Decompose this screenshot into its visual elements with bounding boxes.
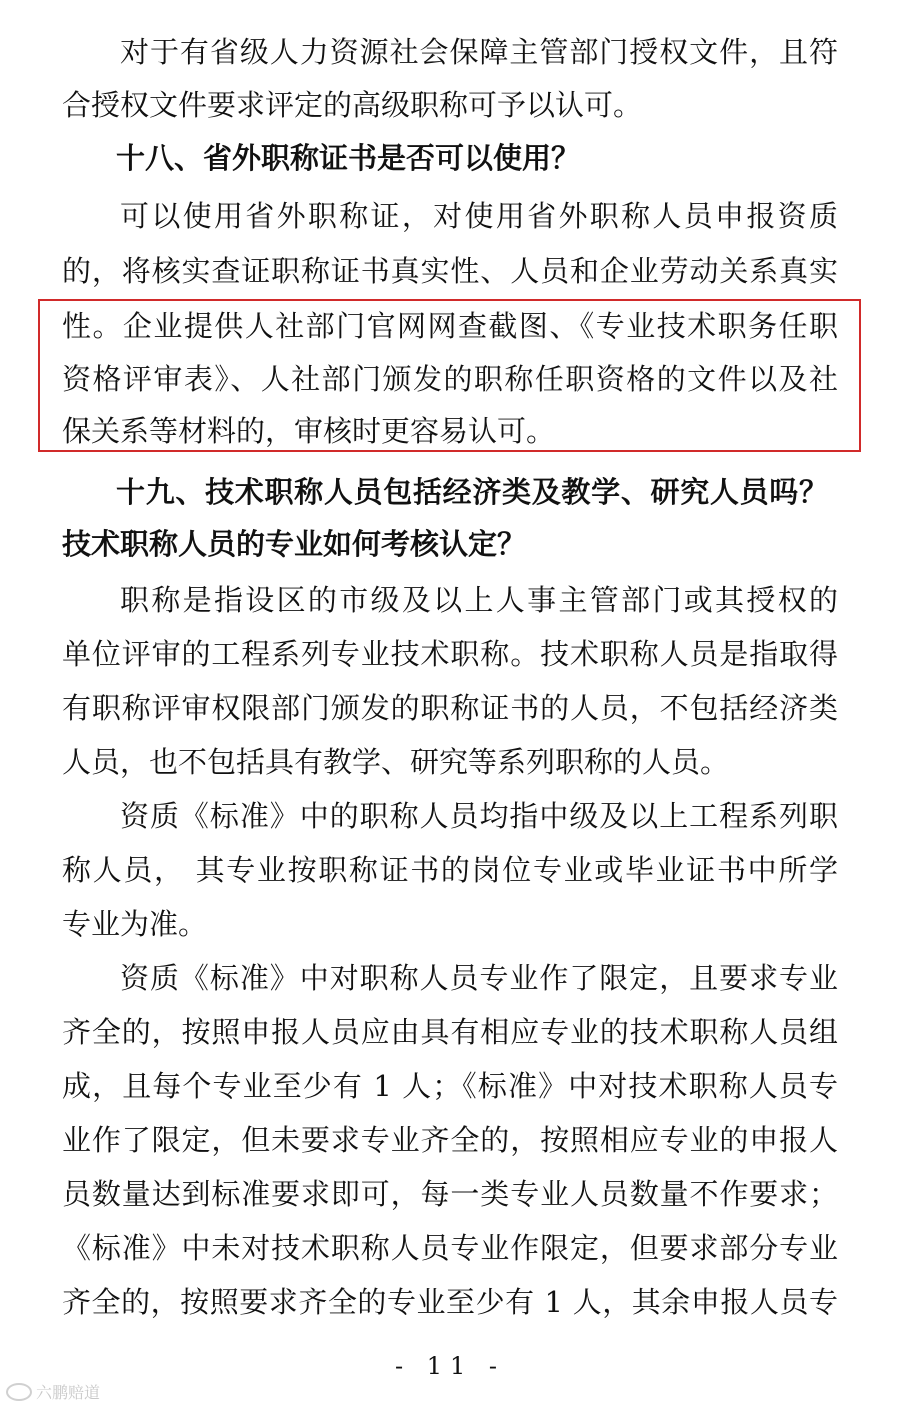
page-number: - 11 - xyxy=(394,1352,505,1380)
highlighted-line: 资格评审表》、人社部门颁发的职称任职资格的文件以及社 xyxy=(62,362,838,396)
section-heading-19-cont: 技术职称人员的专业如何考核认定？ xyxy=(62,527,527,561)
paragraph-line: 专业为准。 xyxy=(62,907,208,941)
paragraph-line: 单位评审的工程系列专业技术职称。技术职称人员是指取得 xyxy=(62,637,838,671)
paragraph-line: 称人员， 其专业按职称证书的岗位专业或毕业证书中所学 xyxy=(62,853,838,887)
highlighted-line: 性。企业提供人社部门官网网查截图、《专业技术职务任职 xyxy=(62,309,838,343)
section-heading-18: 十八、省外职称证书是否可以使用？ xyxy=(116,141,581,175)
section-heading-19: 十九、技术职称人员包括经济类及教学、研究人员吗？ xyxy=(116,475,828,509)
paragraph-line: 可以使用省外职称证，对使用省外职称人员申报资质 xyxy=(120,199,838,233)
paragraph-line: 成，且每个专业至少有 1 人；《标准》中对技术职称人员专 xyxy=(62,1069,838,1103)
paragraph-line: 对于有省级人力资源社会保障主管部门授权文件，且符 xyxy=(120,35,838,69)
paragraph-line: 资质《标准》中的职称人员均指中级及以上工程系列职 xyxy=(120,799,838,833)
watermark-text: 六鹏赔道 xyxy=(36,1383,101,1402)
paragraph-line: 齐全的，按照要求齐全的专业至少有 1 人，其余申报人员专 xyxy=(62,1285,838,1319)
paragraph-line: 《标准》中未对技术职称人员专业作限定，但要求部分专业 xyxy=(62,1231,838,1265)
highlighted-line: 保关系等材料的，审核时更容易认可。 xyxy=(62,414,556,448)
paragraph-line: 员数量达到标准要求即可，每一类专业人员数量不作要求； xyxy=(62,1177,838,1211)
paragraph-line: 人员，也不包括具有教学、研究等系列职称的人员。 xyxy=(62,745,730,779)
watermark-logo-icon xyxy=(6,1383,32,1401)
paragraph-line: 资质《标准》中对职称人员专业作了限定，且要求专业 xyxy=(120,961,838,995)
paragraph-line: 有职称评审权限部门颁发的职称证书的人员，不包括经济类 xyxy=(62,691,838,725)
paragraph-line: 的，将核实查证职称证书真实性、人员和企业劳动关系真实 xyxy=(62,254,838,288)
paragraph-line: 齐全的，按照申报人员应由具有相应专业的技术职称人员组 xyxy=(62,1015,838,1049)
watermark xyxy=(6,1380,100,1403)
paragraph-line: 业作了限定，但未要求专业齐全的，按照相应专业的申报人 xyxy=(62,1123,838,1157)
paragraph-line: 合授权文件要求评定的高级职称可予以认可。 xyxy=(62,88,643,122)
paragraph-line: 职称是指设区的市级及以上人事主管部门或其授权的 xyxy=(120,583,838,617)
